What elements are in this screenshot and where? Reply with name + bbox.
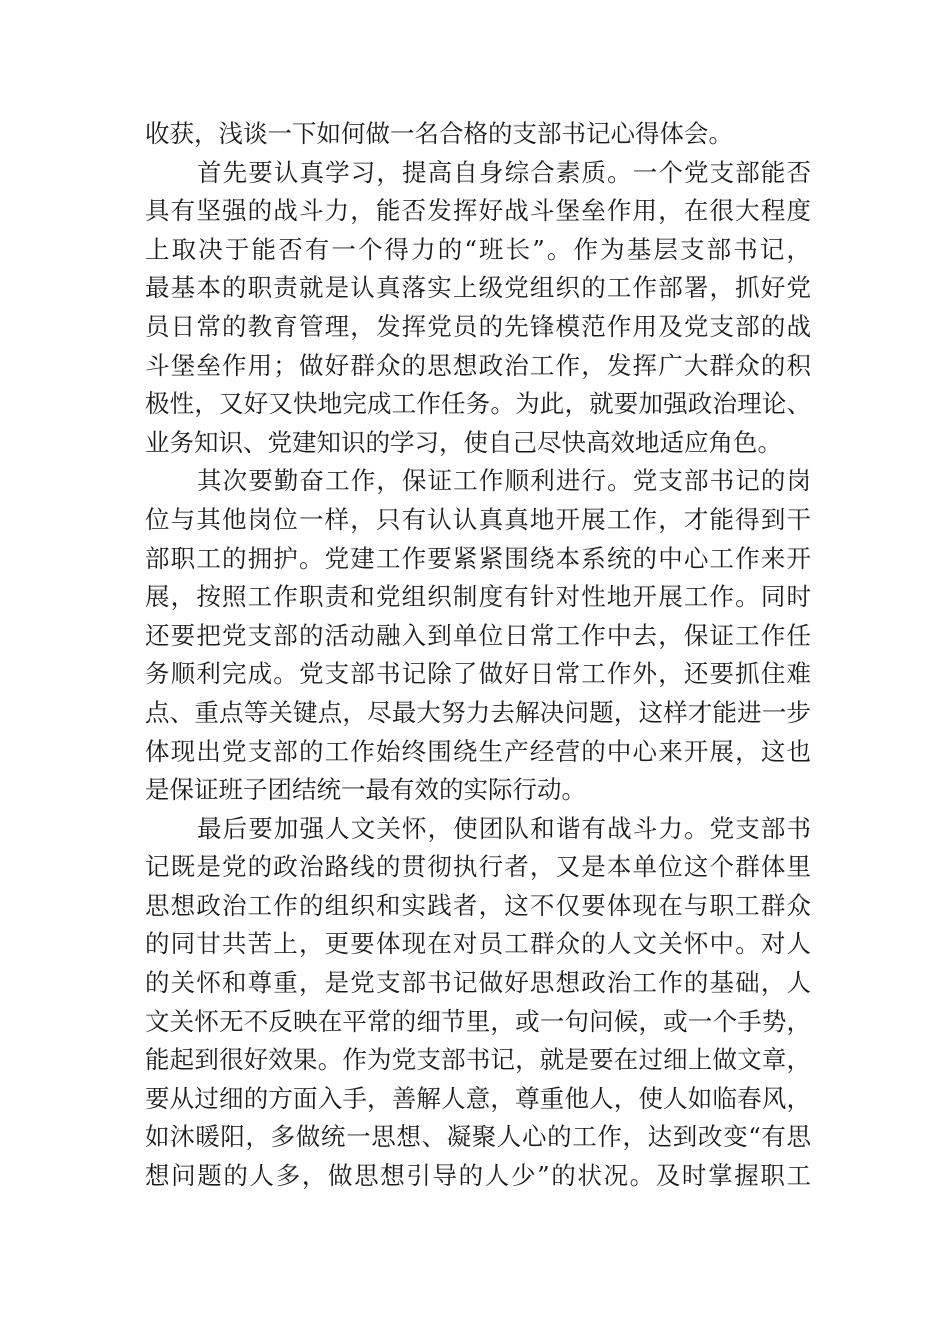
text-line: 思想政治工作的组织和实践者，这不仅要体现在与职工群众 [145, 890, 811, 920]
text-line: 具有坚强的战斗力，能否发挥好战斗堡垒作用，在很大程度 [145, 196, 811, 226]
text-line: 业务知识、党建知识的学习，使自己尽快高效地适应角色。 [145, 427, 782, 457]
text-line: 部职工的拥护。党建工作要紧紧围绕本系统的中心工作来开 [145, 543, 811, 573]
text-line: 如沐暖阳，多做统一思想、凝聚人心的工作，达到改变“有思 [145, 1122, 811, 1152]
text-line: 其次要勤奋工作，保证工作顺利进行。党支部书记的岗 [197, 466, 811, 496]
text-line: 展，按照工作职责和党组织制度有针对性地开展工作。同时 [145, 582, 811, 612]
text-line: 最后要加强人文关怀，使团队和谐有战斗力。党支部书 [197, 813, 811, 843]
text-line: 上取决于能否有一个得力的“班长”。作为基层支部书记， [145, 234, 811, 264]
text-line: 的同甘共苦上，更要体现在对员工群众的人文关怀中。对人 [145, 929, 811, 959]
text-line: 是保证班子团结统一最有效的实际行动。 [145, 775, 586, 805]
text-line: 记既是党的政治路线的贯彻执行者，又是本单位这个群体里 [145, 852, 811, 882]
text-line: 还要把党支部的活动融入到单位日常工作中去，保证工作任 [145, 620, 811, 650]
text-line: 收获，浅谈一下如何做一名合格的支部书记心得体会。 [145, 119, 733, 148]
text-line: 体现出党支部的工作始终围绕生产经营的中心来开展，这也 [145, 736, 811, 766]
text-line: 位与其他岗位一样，只有认认真真地开展工作，才能得到干 [145, 504, 811, 534]
text-line: 务顺利完成。党支部书记除了做好日常工作外，还要抓住难 [145, 659, 811, 689]
text-line: 的关怀和尊重，是党支部书记做好思想政治工作的基础，人 [145, 968, 811, 998]
text-line: 文关怀无不反映在平常的细节里，或一句问候，或一个手势， [145, 1006, 811, 1036]
text-line: 最基本的职责就是认真落实上级党组织的工作部署，抓好党 [145, 273, 811, 303]
body-text [145, 115, 811, 1196]
text-line: 能起到很好效果。作为党支部书记，就是要在过细上做文章， [145, 1045, 811, 1075]
text-line: 斗堡垒作用；做好群众的思想政治工作，发挥广大群众的积 [145, 350, 811, 380]
text-line: 要从过细的方面入手，善解人意，尊重他人，使人如临春风， [145, 1083, 811, 1113]
text-line: 首先要认真学习，提高自身综合素质。一个党支部能否 [197, 157, 811, 187]
text-line: 极性，又好又快地完成工作任务。为此，就要加强政治理论、 [145, 389, 811, 419]
text-line: 想问题的人多，做思想引导的人少”的状况。及时掌握职工 [145, 1161, 811, 1191]
text-line: 员日常的教育管理，发挥党员的先锋模范作用及党支部的战 [145, 311, 811, 341]
text-line: 点、重点等关键点，尽最大努力去解决问题，这样才能进一步 [145, 697, 811, 727]
